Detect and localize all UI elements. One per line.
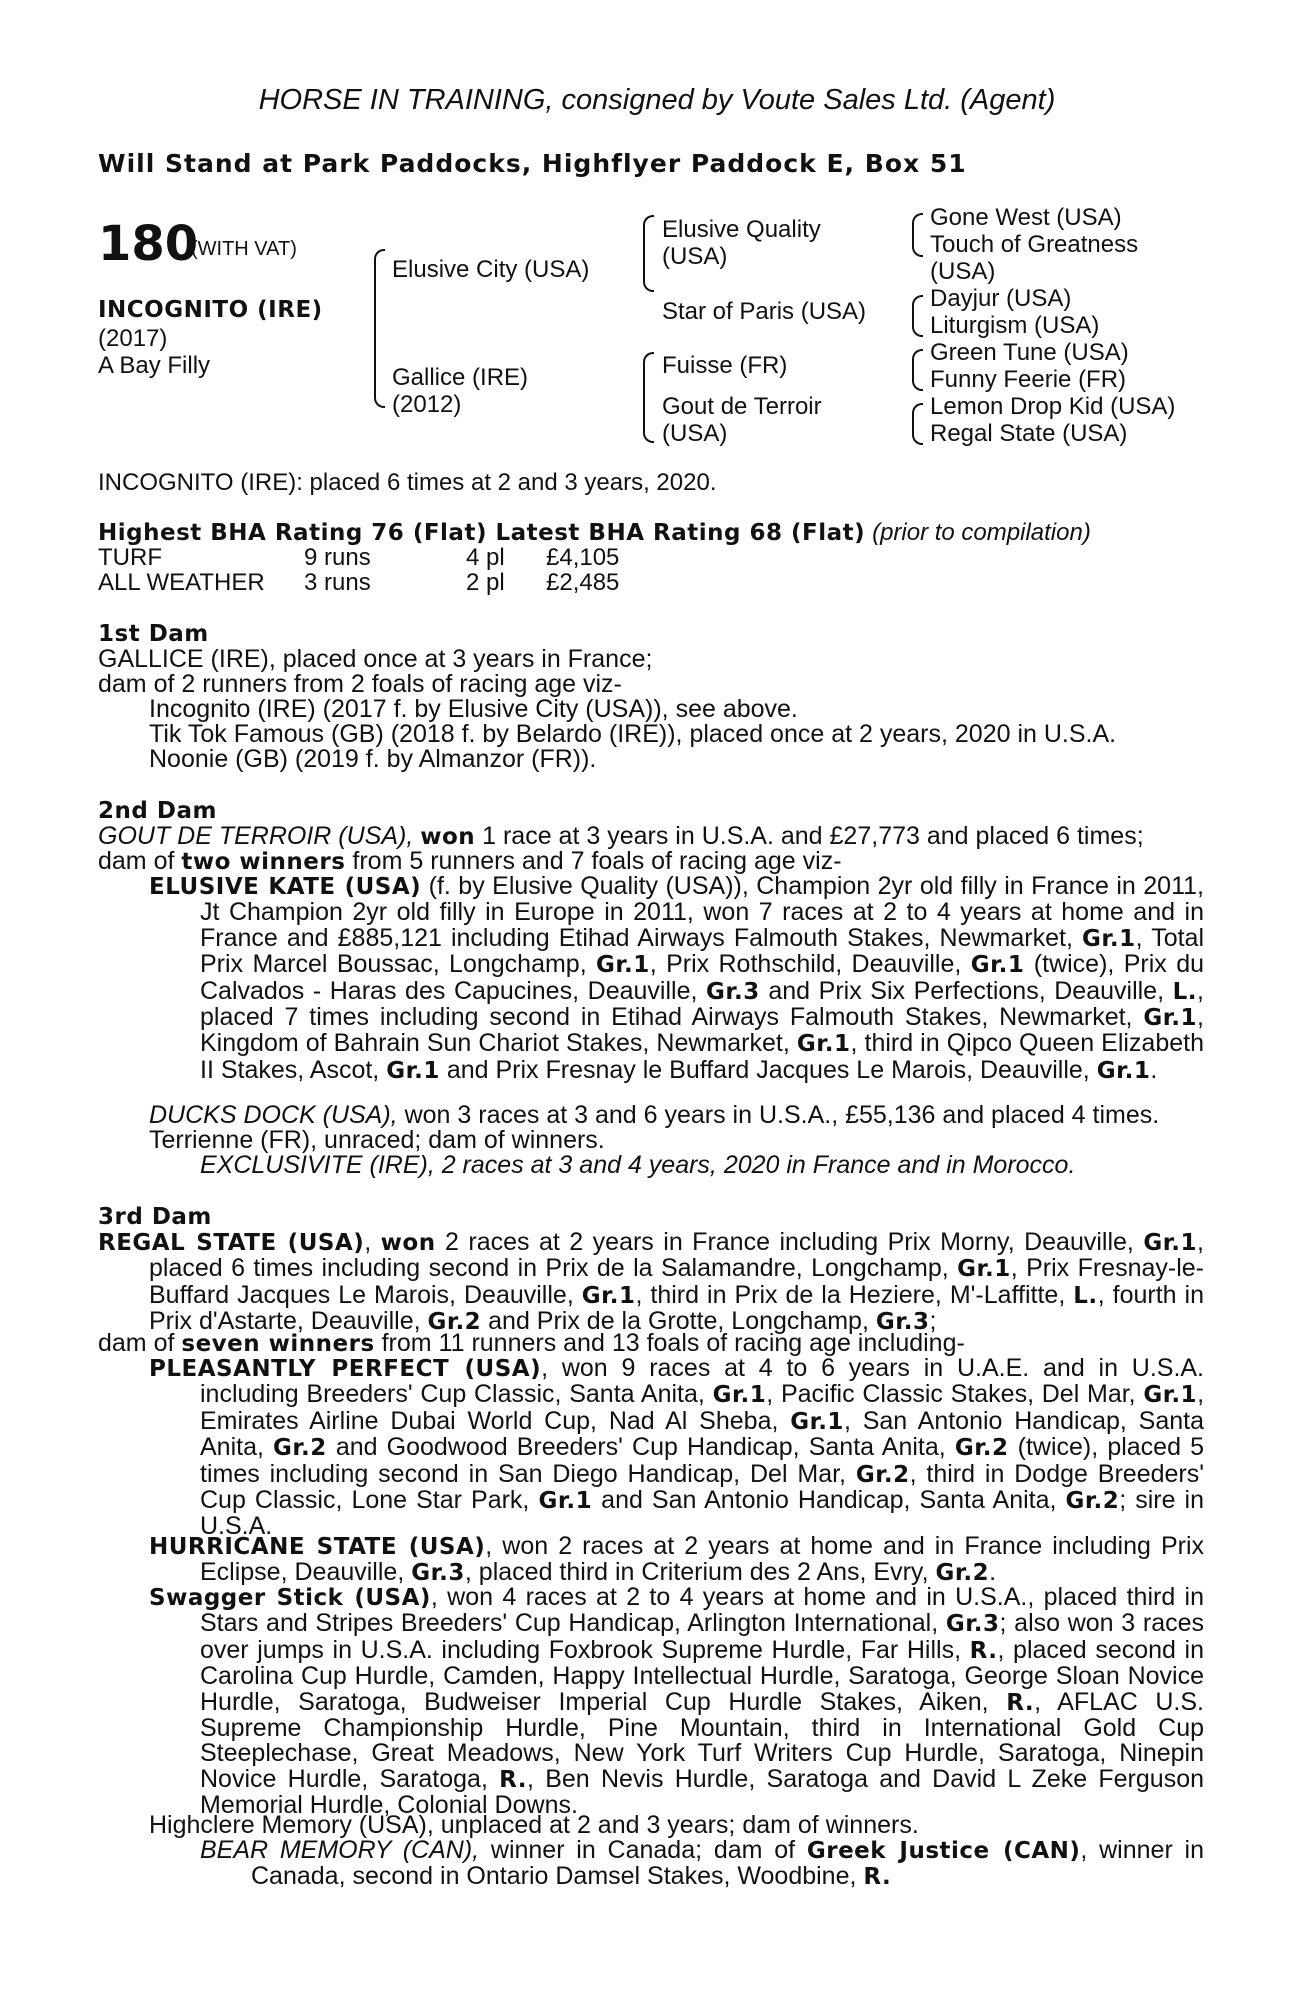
dam-name: GOUT DE TERROIR (USA), xyxy=(98,822,414,850)
record-surface: TURF xyxy=(98,544,162,571)
pedigree-gg4: Liturgism (USA) xyxy=(930,312,1100,339)
pedigree-dam-dam: Gout de Terroir xyxy=(662,393,822,420)
pedigree-brace xyxy=(912,295,923,337)
record-runs: 9 runs xyxy=(304,544,371,571)
horse-name: REGAL STATE (USA) xyxy=(98,1230,365,1256)
horse-name: HURRICANE STATE (USA) xyxy=(149,1534,486,1560)
pedigree-gg6: Funny Feerie (FR) xyxy=(930,366,1127,393)
horse-name: PLEASANTLY PERFECT (USA) xyxy=(149,1356,542,1382)
winners-count: two winners xyxy=(181,849,346,875)
record-placed: 4 pl xyxy=(466,544,505,571)
pedigree-brace xyxy=(643,352,654,443)
horse-name: Greek Justice (CAN) xyxy=(806,1838,1081,1864)
pedigree-dam-year: (2012) xyxy=(392,391,462,418)
lot-number: 180 xyxy=(98,216,199,272)
horse-name: BEAR MEMORY (CAN), xyxy=(200,1836,480,1864)
stand-location: Will Stand at Park Paddocks, Highflyer Paddock E, Box 51 xyxy=(98,149,967,178)
pedigree-dam-dam-origin: (USA) xyxy=(662,420,728,447)
pedigree-brace xyxy=(374,249,385,408)
horse-name: DUCKS DOCK (USA), xyxy=(149,1101,398,1129)
bha-rating xyxy=(98,520,1091,546)
bha-rating-note: (prior to compilation) xyxy=(872,519,1091,546)
bha-rating-values: Highest BHA Rating 76 (Flat) Latest BHA Rating 68 (Flat) xyxy=(98,520,866,546)
record-earnings: £2,485 xyxy=(546,569,620,596)
pedigree-gg3: Dayjur (USA) xyxy=(930,285,1072,312)
pedigree-brace xyxy=(643,215,654,292)
produce-entry-ducks-dock: DUCKS DOCK (USA), won 3 races at 3 and 6 years in U.S.A., £55,136 and placed 4 times. xyxy=(149,1101,1160,1129)
produce-entry-pleasantly-perfect: PLEASANTLY PERFECT (USA), won 9 races at 4 to 6 years in U.A.E. and in U.S.A. including Breeders' Cup Classic, Santa Anita, Gr.1, Pacific Classic Stakes, Del Mar, Gr.1, Emirates Airline Dubai World Cup, Nad Al Sheba, Gr.1, San Antonio Handicap, Santa Anita, Gr.2 and Goodwood Breeders' Cup Handicap, Santa Anita, Gr.2 (twice), placed 5 times including second in San Diego Handicap, Del Mar, Gr.2, third in Dodge Breeders' Cup Classic, Lone Star Park, Gr.1 and San Antonio Handicap, Santa Anita, Gr.2; sire in U.S.A. xyxy=(149,1354,1205,1541)
second-dam-heading: 2nd Dam xyxy=(98,798,217,824)
text: dam of xyxy=(98,847,182,875)
produce-entry-terrienne: Terrienne (FR), unraced; dam of winners. xyxy=(149,1126,605,1154)
record-earnings: £4,105 xyxy=(546,544,620,571)
third-dam-heading: 3rd Dam xyxy=(98,1204,212,1230)
winners-count: seven winners xyxy=(181,1331,375,1357)
third-dam-entry: REGAL STATE (USA), won 2 races at 2 years in France including Prix Morny, Deauville, Gr.1, placed 6 times including second in Prix de la Salamandre, Longchamp, Gr.1, Prix Fresnay-le-Buffard Jacques Le Marois, Deauville, Gr.1, third in Prix de la Heziere, M'-Laffitte, L., fourth in Prix d'Astarte, Deauville, Gr.2 and Prix de la Grotte, Longchamp, Gr.3; xyxy=(98,1228,1204,1336)
table-row xyxy=(98,570,619,595)
race-summary: INCOGNITO (IRE): placed 6 times at 2 and 3 years, 2020. xyxy=(98,469,717,496)
pedigree-sire-sire-origin: (USA) xyxy=(662,243,728,270)
first-dam-line: GALLICE (IRE), placed once at 3 years in France; xyxy=(98,645,653,673)
pedigree-sire-dam: Star of Paris (USA) xyxy=(662,298,867,325)
produce-entry-bear-memory: BEAR MEMORY (CAN), winner in Canada; dam of Greek Justice (CAN), winner in Canada, second in Ontario Damsel Stakes, Woodbine, R. xyxy=(200,1836,1204,1891)
horse-name: INCOGNITO (IRE) xyxy=(98,297,323,323)
produce-entry-swagger-stick: Swagger Stick (USA), won 4 races at 2 to 4 years at home and in U.S.A., placed third in Stars and Stripes Breeders' Cup Handicap, Arlington International, Gr.3; also won 3 races over jumps in U.S.A. including Foxbrook Supreme Hurdle, Far Hills, R., placed second in Carolina Cup Hurdle, Camden, Happy Intellectual Hurdle, Saratoga, George Sloan Novice Hurdle, Saratoga, Budweiser Imperial Cup Hurdle Stakes, Aiken, R., AFLAC U.S. Supreme Championship Hurdle, Pine Mountain, third in International Gold Cup Steeplechase, Great Meadows, New York Turf Writers Cup Hurdle, Saratoga, Ninepin Novice Hurdle, Saratoga, R., Ben Nevis Hurdle, Saratoga and David L Zeke Ferguson Memorial Hurdle, Colonial Downs. xyxy=(149,1583,1204,1820)
first-dam-produce: Noonie (GB) (2019 f. by Almanzor (FR)). xyxy=(149,745,597,773)
first-dam-line: dam of 2 runners from 2 foals of racing age viz- xyxy=(98,670,622,698)
pedigree-gg1: Gone West (USA) xyxy=(930,204,1122,231)
horse-name: Swagger Stick (USA) xyxy=(149,1585,431,1611)
pedigree-gg8: Regal State (USA) xyxy=(930,420,1128,447)
first-dam-heading: 1st Dam xyxy=(98,621,209,647)
pedigree-gg2: Touch of Greatness xyxy=(930,231,1139,258)
won-label: won xyxy=(420,824,476,850)
record-runs: 3 runs xyxy=(304,569,371,596)
pedigree-gg2-origin: (USA) xyxy=(930,258,996,285)
produce-entry-highclere-memory: Highclere Memory (USA), unplaced at 2 and 3 years; dam of winners. xyxy=(149,1811,919,1839)
vat-note: (WITH VAT) xyxy=(191,238,297,260)
pedigree-brace xyxy=(912,403,923,445)
text: from 5 runners and 7 foals of racing age viz- xyxy=(345,847,842,875)
pedigree-sire: Elusive City (USA) xyxy=(392,256,590,283)
horse-name: ELUSIVE KATE (USA) xyxy=(149,874,422,900)
pedigree-brace xyxy=(912,213,923,257)
pedigree-gg5: Green Tune (USA) xyxy=(930,339,1129,366)
pedigree-sire-sire: Elusive Quality xyxy=(662,216,821,243)
record-surface: ALL WEATHER xyxy=(98,569,265,596)
catalogue-title: HORSE IN TRAINING, consigned by Voute Sales Ltd. (Agent) xyxy=(258,84,1056,116)
record-placed: 2 pl xyxy=(466,569,505,596)
horse-name: EXCLUSIVITE (IRE), xyxy=(200,1151,435,1179)
dam-record: 1 race at 3 years in U.S.A. and £27,773 and placed 6 times; xyxy=(475,822,1144,850)
first-dam-produce: Incognito (IRE) (2017 f. by Elusive City (USA)), see above. xyxy=(149,695,798,723)
pedigree-gg7: Lemon Drop Kid (USA) xyxy=(930,393,1176,420)
produce-entry-hurricane-state: HURRICANE STATE (USA), won 2 races at 2 years at home and in France including Prix Eclipse, Deauville, Gr.3, placed third in Criterium des 2 Ans, Evry, Gr.2. xyxy=(149,1532,1205,1587)
pedigree-dam: Gallice (IRE) xyxy=(392,364,529,391)
horse-description: A Bay Filly xyxy=(98,352,211,379)
foaling-year: (2017) xyxy=(98,325,168,352)
produce-entry-elusive-kate: ELUSIVE KATE (USA) (f. by Elusive Quality (USA)), Champion 2yr old filly in France in 2011, Jt Champion 2yr old filly in Europe in 2011, won 7 races at 2 to 4 years at home and in France and £885,121 including Etihad Airways Falmouth Stakes, Newmarket, Gr.1, Total Prix Marcel Boussac, Longchamp, Gr.1, Prix Rothschild, Deauville, Gr.1 (twice), Prix du Calvados - Haras des Capucines, Deauville, Gr.3 and Prix Six Perfections, Deauville, L., placed 7 times including second in Etihad Airways Falmouth Stakes, Newmarket, Gr.1, Kingdom of Bahrain Sun Chariot Stakes, Newmarket, Gr.1, third in Qipco Queen Elizabeth II Stakes, Ascot, Gr.1 and Prix Fresnay le Buffard Jacques Le Marois, Deauville, Gr.1. xyxy=(149,872,1204,1084)
pedigree-brace xyxy=(912,349,923,391)
produce-entry-exclusivite: EXCLUSIVITE (IRE), 2 races at 3 and 4 years, 2020 in France and in Morocco. xyxy=(200,1151,1076,1179)
third-dam-produce-summary: dam of seven winners from 11 runners and 13 foals of racing age including- xyxy=(98,1329,965,1357)
first-dam-produce: Tik Tok Famous (GB) (2018 f. by Belardo (IRE)), placed once at 2 years, 2020 in U.S.A. xyxy=(149,720,1117,748)
pedigree-dam-sire: Fuisse (FR) xyxy=(662,352,788,379)
racing-record-table xyxy=(98,545,619,595)
table-row xyxy=(98,545,619,570)
